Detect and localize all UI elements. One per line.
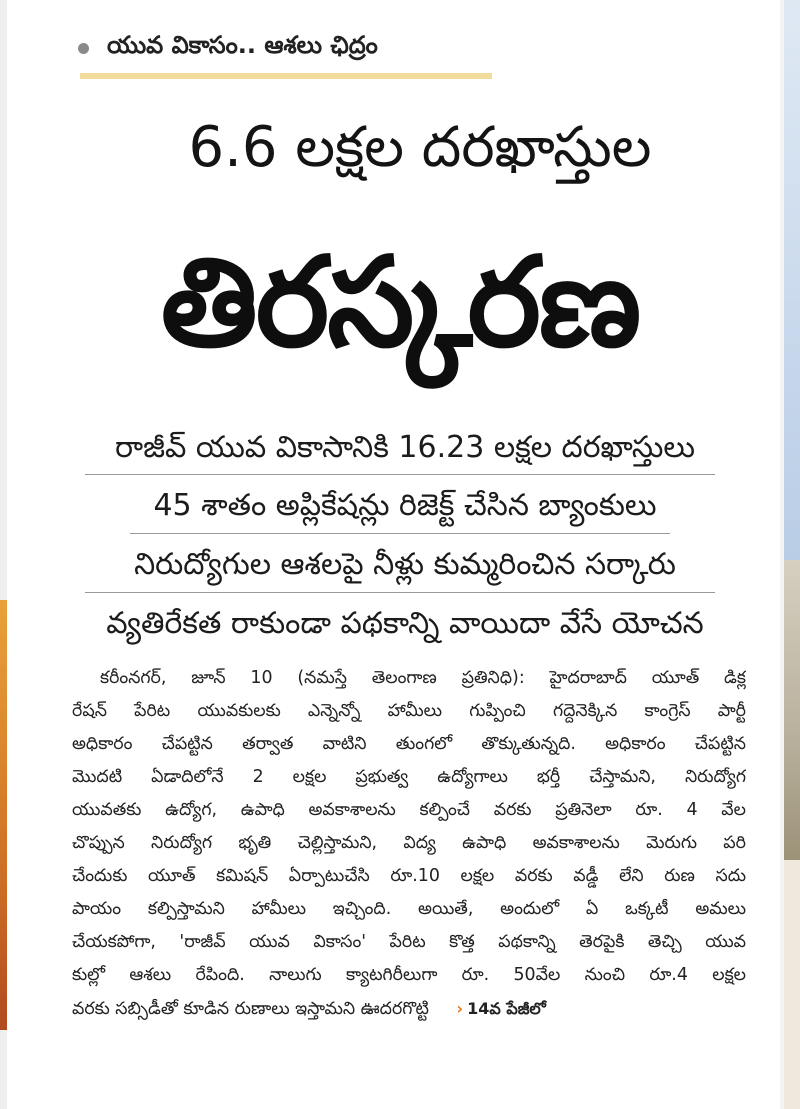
- deck-line-4: వ్యతిరేకత రాకుండా పథకాన్ని వాయిదా వేసే యోచన: [106, 606, 704, 641]
- body-line-last: [72, 992, 746, 1025]
- left-page-edge: [0, 0, 7, 1109]
- body-line: వరకు సబ్సిడీతో కూడిన రుణాలు ఇస్తామని ఊదరగొట్టి: [72, 999, 429, 1019]
- body-line: కరీంనగర్, జూన్ 10 (నమస్తే తెలంగాణ ప్రతినిధి): హైదరాబాద్ యూత్ డిక్ల: [100, 668, 746, 688]
- headline-line-1: 6.6 లక్షల దరఖాస్తుల: [188, 115, 652, 180]
- continuation-label: 14వ పేజీలో: [467, 999, 546, 1018]
- deck-line-2: 45 శాతం అప్లికేషన్లు రిజెక్ట్ చేసిన బ్యాంకులు: [153, 488, 657, 523]
- right-page-edge: [780, 0, 800, 1109]
- body-line: మొదటి ఏడాదిలోనే 2 లక్షల ప్రభుత్వ ఉద్యోగాలు భర్తీ చేస్తామని, నిరుద్యోగ: [72, 767, 746, 787]
- deck-line-3: నిరుద్యోగుల ఆశలపై నీళ్లు కుమ్మరించిన సర్కారు: [134, 547, 676, 582]
- kicker-underline: [80, 73, 492, 79]
- deck-divider-3: [85, 592, 715, 593]
- chevron-right-icon: ›: [456, 999, 464, 1018]
- body-line: పాయం కల్పిస్తామని హామీలు ఇచ్చింది. అయితే, అందులో ఏ ఒక్కటీ అమలు: [72, 899, 746, 919]
- body-line: అధికారం చేపట్టిన తర్వాత వాటిని తుంగలో తొక్కుతున్నది. అధికారం చేపట్టిన: [72, 734, 746, 754]
- body-line: కుల్లో ఆశలు రేపింది. నాలుగు క్యాటగిరీలుగా రూ. 50వేల నుంచి రూ.4 లక్షల: [72, 965, 746, 985]
- bullet-dot-icon: [78, 43, 89, 54]
- continuation-link[interactable]: [457, 992, 546, 1025]
- deck-divider-1: [85, 474, 715, 475]
- body-line: చేందుకు యూత్ కమిషన్ ఏర్పాటుచేసి రూ.10 లక్షల వరకు వడ్డీ లేని రుణ సదు: [72, 866, 746, 886]
- body-line: రేషన్ పేరిట యువకులకు ఎన్నెన్నో హామీలు గుప్పించి గద్దెనెక్కిన కాంగ్రెస్ పార్టీ: [72, 701, 746, 721]
- kicker-text: యువ వికాసం.. ఆశలు ఛిద్రం: [107, 31, 378, 59]
- deck-line-1: రాజీవ్ యువ వికాసానికి 16.23 లక్షల దరఖాస్తులు: [115, 430, 695, 465]
- left-edge-photo-strip: [0, 600, 7, 1030]
- body-line: యువతకు ఉద్యోగ, ఉపాధి అవకాశాలను కల్పించే వరకు ప్రతినెలా రూ. 4 వేల: [72, 800, 746, 820]
- deck-divider-2: [130, 533, 670, 534]
- right-edge-paper-strip: [784, 860, 800, 1109]
- article-body: [72, 662, 746, 1025]
- body-line: చేయకపోగా, 'రాజీవ్ యువ వికాసం' పేరిట కొత్త పథకాన్ని తెరపైకి తెచ్చి యువ: [72, 932, 746, 952]
- right-edge-sky-strip: [784, 0, 800, 560]
- body-line: చొప్పున నిరుద్యోగ భృతి చెల్లిస్తామని, విద్య ఉపాధి అవకాశాలను మెరుగు పరి: [72, 833, 746, 853]
- right-edge-photo-strip: [784, 560, 800, 860]
- kicker: [78, 28, 378, 68]
- headline-line-2: తిరస్కరణ: [160, 231, 640, 375]
